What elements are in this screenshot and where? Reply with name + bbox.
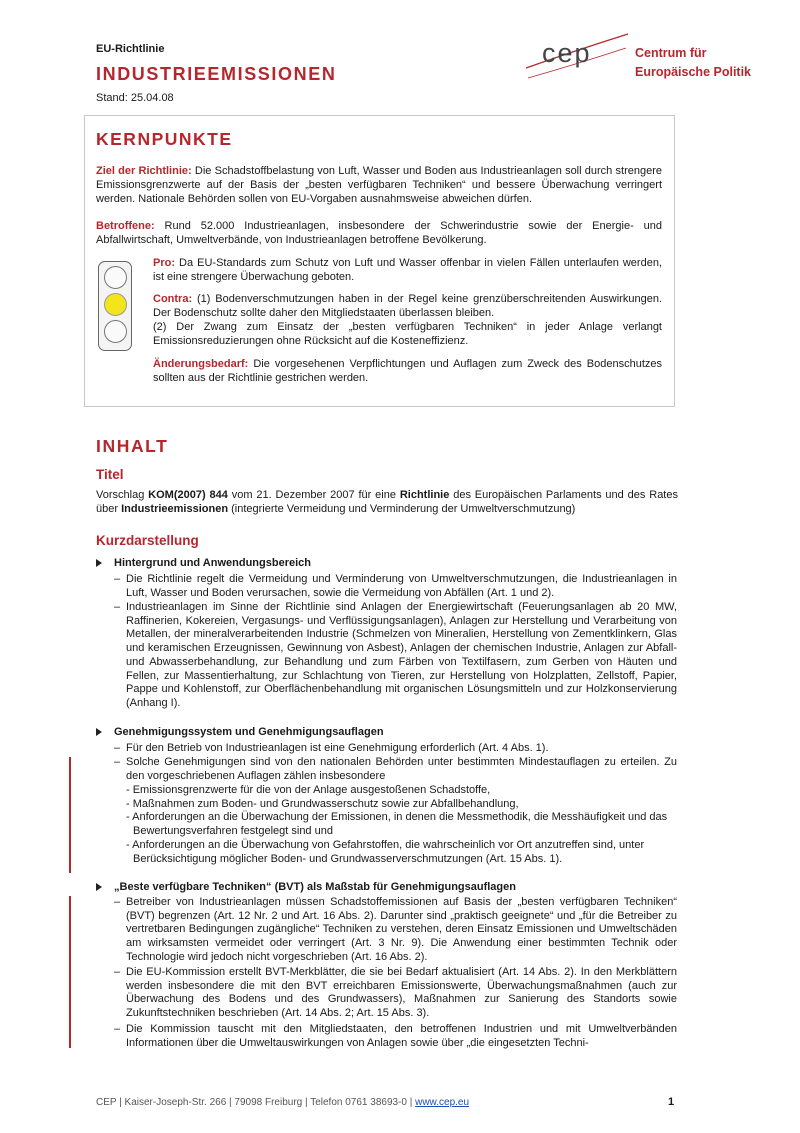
list-item: – Für den Betrieb von Industrieanlagen ist eine Genehmigung erforderlich (Art. 4 Abs. 1). [114, 742, 549, 754]
list-item-text: Solche Genehmigungen sind von den nationalen Behörden unter bestimmten Mindestauflagen zu erteilen. Zu den vorgeschriebenen Auflagen zählen insbesondere [126, 756, 677, 782]
bullet-hintergrund [114, 557, 311, 569]
bullet-bvt-heading: „Beste verfügbare Techniken“ (BVT) als Maßstab für Genehmigungsauflagen [114, 881, 516, 893]
contra-label: Contra: [153, 293, 193, 305]
margin-change-bar [69, 896, 71, 1048]
ziel-text: Die Schadstoffbelastung von Luft, Wasser und Boden aus Industrieanlagen soll durch strengere Emissionsgrenzwerte auf der Basis der „besten verfügbaren Techniken“ und bessere Überwachung verringert werden. Nationale Behörden sollen von EU-Vorgaben ausnahmsweise abweichen dürfen. [96, 165, 662, 205]
list-item: – Industrieanlagen im Sinne der Richtlinie sind Anlagen der Energiewirtschaft (Feuerungsanlagen ab 20 MW, Raffinerien, Kokereien, Vergasungs- und Verflüssigungsanlagen), Anlagen zur Herstellung und Verarbeitung von Metallen, der mineralverarbeitenden Industrie (Schmelzen von Mineralien, Herstellung von Zementklinkern, Glas und keramischen Erzeugnissen, Gewinnung von Asbest), Anlagen der chemischen Industrie, Anlagen zur Abfall- und Abwasserbehandlung, zur Behandlung und zum Färben von Textilfasern, zum Gerben von Häuten und Fellen, zur Massentierhaltung, zur Schlachtung von Tieren, zur Herstellung von Holzplatten, Zellstoff, Papier, Pappe und Kohlenstoff, zur Oberflächenbehandlung mit organischen Lösungsmitteln und zur Holzkonservierung (Anhang I). [114, 601, 677, 709]
kernpunkte-title: KERNPUNKTE [96, 129, 233, 149]
aenderung-label: Änderungsbedarf: [153, 358, 249, 370]
bullet-genehmigung [114, 726, 384, 738]
contra-text-2: (2) Der Zwang zum Einsatz der „besten verfügbaren Techniken“ in jeder Anlage verlangt Emissionsreduzierungen ohne Rücksicht auf die Kosteneffizienz. [153, 321, 662, 347]
titel-text-3: des Europäischen Parlaments und des Rates über [96, 489, 678, 515]
list-item: – Die Kommission tauscht mit den Mitgliedstaaten, den betroffenen Industrien und mit Umweltverbänden Informationen über die Umweltauswirkungen von Anlagen sowie über „die eingesetzten Techni- [114, 1023, 677, 1049]
contra-text-1: (1) Bodenverschmutzungen haben in der Regel keine grenzüberschreitenden Auswirkungen. Der Bodenschutz sollte daher den Mitgliedstaaten überlassen bleiben. [153, 293, 662, 319]
org-line-2: Europäische Politik [635, 65, 752, 79]
titel-text-4: (integrierte Vermeidung und Verminderung der Umweltverschmutzung) [228, 503, 576, 515]
titel-bold-industrieemissionen: Industrieemissionen [121, 503, 229, 515]
list-item: – Die Richtlinie regelt die Vermeidung und Verminderung von Umweltverschmutzungen, die Industrieanlagen in Luft, Wasser und Boden verursachen, sowie die Vermeidung von Abfällen (Art. 1 und 2). [114, 573, 677, 599]
list-item-text: Die Kommission tauscht mit den Mitgliedstaaten, den betroffenen Industrien und mit Umweltverbänden Informationen über die Umweltauswirkungen von Anlagen sowie über „die eingesetzten Techni- [126, 1023, 677, 1049]
pro-label: Pro: [153, 257, 175, 269]
footer-address-text: CEP | Kaiser-Joseph-Str. 266 | 79098 Freiburg | Telefon 0761 38693-0 | [96, 1097, 416, 1108]
contra-paragraph [153, 292, 662, 348]
cep-logo [522, 28, 632, 84]
titel-text-1: Vorschlag [96, 489, 149, 501]
pro-paragraph [153, 256, 662, 284]
triangle-bullet-icon [96, 883, 102, 891]
org-line-1: Centrum für [635, 46, 707, 60]
list-item-text: Die Richtlinie regelt die Vermeidung und Verminderung von Umweltverschmutzungen, die Industrieanlagen in Luft, Wasser und Boden verursachen, sowie die Vermeidung von Abfällen (Art. 1 und 2). [126, 573, 677, 599]
traffic-light-green-lamp [104, 320, 127, 343]
titel-document-number: KOM(2007) 844 [148, 489, 228, 501]
inhalt-title: INHALT [96, 436, 169, 456]
triangle-bullet-icon [96, 559, 102, 567]
page-number: 1 [668, 1096, 675, 1108]
list-item-text: Für den Betrieb von Industrieanlagen ist eine Genehmigung erforderlich (Art. 4 Abs. 1). [126, 742, 549, 754]
betroffene-text: Rund 52.000 Industrieanlagen, insbesondere der Schwerindustrie sowie der Energie- und Abfallwirtschaft, Umweltverbände, von Industrieanlagen betroffene Bevölkerung. [96, 220, 662, 246]
titel-paragraph [96, 488, 678, 516]
bullet-genehmigung-heading: Genehmigungssystem und Genehmigungsauflagen [114, 726, 384, 738]
bullet-bvt [114, 881, 516, 893]
traffic-light-yellow-icon [98, 261, 132, 351]
margin-change-bar [69, 757, 71, 873]
traffic-light-red-lamp [104, 266, 127, 289]
aenderung-paragraph [153, 357, 662, 385]
titel-bold-richtlinie: Richtlinie [399, 489, 450, 501]
titel-text-2: vom 21. Dezember 2007 für eine [227, 489, 400, 501]
ziel-label: Ziel der Richtlinie: [96, 165, 192, 177]
document-title: INDUSTRIEEMISSIONEN [96, 64, 337, 84]
auflagen-sublist [126, 784, 677, 866]
betroffene-paragraph [96, 219, 662, 247]
list-item-text: Betreiber von Industrieanlagen müssen Schadstoffemissionen auf Basis der „besten verfügbaren Techniken“ (BVT) begrenzen (Art. 12 Nr. 2 und Art. 16 Abs. 2). Darunter sind „praktisch geeignete“ und „für die Betreiber zu vertretbaren Bedingungen zugängliche“ Techniken zu verstehen, deren Einsatz Emissionen und Umweltschäden am wirksamsten vermeidet oder verringert (Art. 3 Nr. 9). Die Anwendung einer bestimmten Technik oder Technologie wird jedoch nicht vorgeschrieben (Art. 16 Abs. 2). [126, 896, 677, 963]
pro-text: Da EU-Standards zum Schutz von Luft und Wasser offenbar in vielen Fällen unterlaufen werden, ist eine strengere Überwachung geboten. [153, 257, 662, 283]
sublist-item: - Emissionsgrenzwerte für die von der Anlage ausgestoßenen Schadstoffe, [126, 784, 491, 796]
logo-text: cep [542, 38, 592, 68]
list-item: – Solche Genehmigungen sind von den nationalen Behörden unter bestimmten Mindestauflagen zu erteilen. Zu den vorgeschriebenen Auflagen zählen insbesondere [114, 756, 677, 782]
document-type: EU-Richtlinie [96, 43, 165, 55]
document-date: Stand: 25.04.08 [96, 92, 174, 104]
sublist-item: - Anforderungen an die Überwachung der Emissionen, in denen die Messmethodik, die Messhäufigkeit und das Bewertungsverfahren festgelegt sind und [126, 811, 668, 838]
list-item-text: Industrieanlagen im Sinne der Richtlinie sind Anlagen der Energiewirtschaft (Feuerungsanlagen ab 20 MW, Raffinerien, Kokereien, Vergasungs- und Verflüssigungsanlagen), Anlagen zur Herstellung und Verarbeitung von Metallen, der mineralverarbeitenden Industrie (Schmelzen von Mineralien, Herstellung von Zementklinkern, Glas und keramischen Erzeugnissen, Gewinnung von Asbest), Anlagen der chemischen Industrie, Anlagen zur Abfall- und Abwasserbehandlung, zur Behandlung und zum Färben von Textilfasern, zum Gerben von Häuten und Fellen, zur Massentierhaltung, zur Schlachtung von Tieren, zur Herstellung von Holzplatten, Zellstoff, Papier, Pappe und Kohlenstoff, zur Oberflächenbehandlung mit organischen Lösungsmitteln und zur Holzkonservierung (Anhang I). [126, 601, 677, 709]
footer-address [96, 1097, 469, 1108]
traffic-light-yellow-lamp [104, 293, 127, 316]
sublist-item: - Maßnahmen zum Boden- und Grundwasserschutz sowie zur Abfallbehandlung, [126, 797, 519, 810]
aenderung-text: Die vorgesehenen Verpflichtungen und Auflagen zum Zweck des Bodenschutzes sollten aus der Richtlinie gestrichen werden. [153, 358, 662, 384]
betroffene-label: Betroffene: [96, 220, 155, 232]
organization-name [635, 44, 751, 82]
footer-website-link[interactable]: www.cep.eu [415, 1097, 470, 1108]
list-item-text: Die EU-Kommission erstellt BVT-Merkblätter, die sie bei Bedarf aktualisiert (Art. 14 Abs. 2). In den Merkblättern werden insbesondere die mit den BVT erreichbaren Emissionswerte, Überwachungsmaßnahmen (auch zur Überwachung des Bodens und des Grundwassers), Maßnahmen zur Sanierung des Standorts sowie Zukunftstechniken beschrieben (Art. 14 Abs. 2; Art. 15 Abs. 3). [126, 966, 677, 1020]
bullet-hintergrund-heading: Hintergrund und Anwendungsbereich [114, 557, 311, 569]
sublist-item: - Anforderungen an die Überwachung von Gefahrstoffen, die wahrscheinlich vor Ort anzutreffen sind, unter Berücksichtigung möglicher Boden- und Grundwasserverschmutzungen (Art. 15 Abs. 1). [126, 838, 645, 865]
list-item: – Die EU-Kommission erstellt BVT-Merkblätter, die sie bei Bedarf aktualisiert (Art. 14 Abs. 2). In den Merkblättern werden insbesondere die mit den BVT erreichbaren Emissionswerte, Überwachungsmaßnahmen (auch zur Überwachung des Bodens und des Grundwassers), Maßnahmen zur Sanierung des Standorts sowie Zukunftstechniken beschrieben (Art. 14 Abs. 2; Art. 15 Abs. 3). [114, 966, 677, 1020]
ziel-paragraph [96, 164, 662, 206]
titel-heading: Titel [96, 467, 124, 482]
triangle-bullet-icon [96, 728, 102, 736]
list-item: – Betreiber von Industrieanlagen müssen Schadstoffemissionen auf Basis der „besten verfügbaren Techniken“ (BVT) begrenzen (Art. 12 Nr. 2 und Art. 16 Abs. 2). Darunter sind „praktisch geeignete“ und „für die Betreiber zu vertretbaren Bedingungen zugängliche“ Techniken zu verstehen, deren Einsatz Emissionen und Umweltschäden am wirksamsten vermeidet oder verringert (Art. 3 Nr. 9). Die Anwendung einer bestimmten Technik oder Technologie wird jedoch nicht vorgeschrieben (Art. 16 Abs. 2). [114, 896, 677, 963]
kurzdarstellung-heading: Kurzdarstellung [96, 533, 199, 548]
